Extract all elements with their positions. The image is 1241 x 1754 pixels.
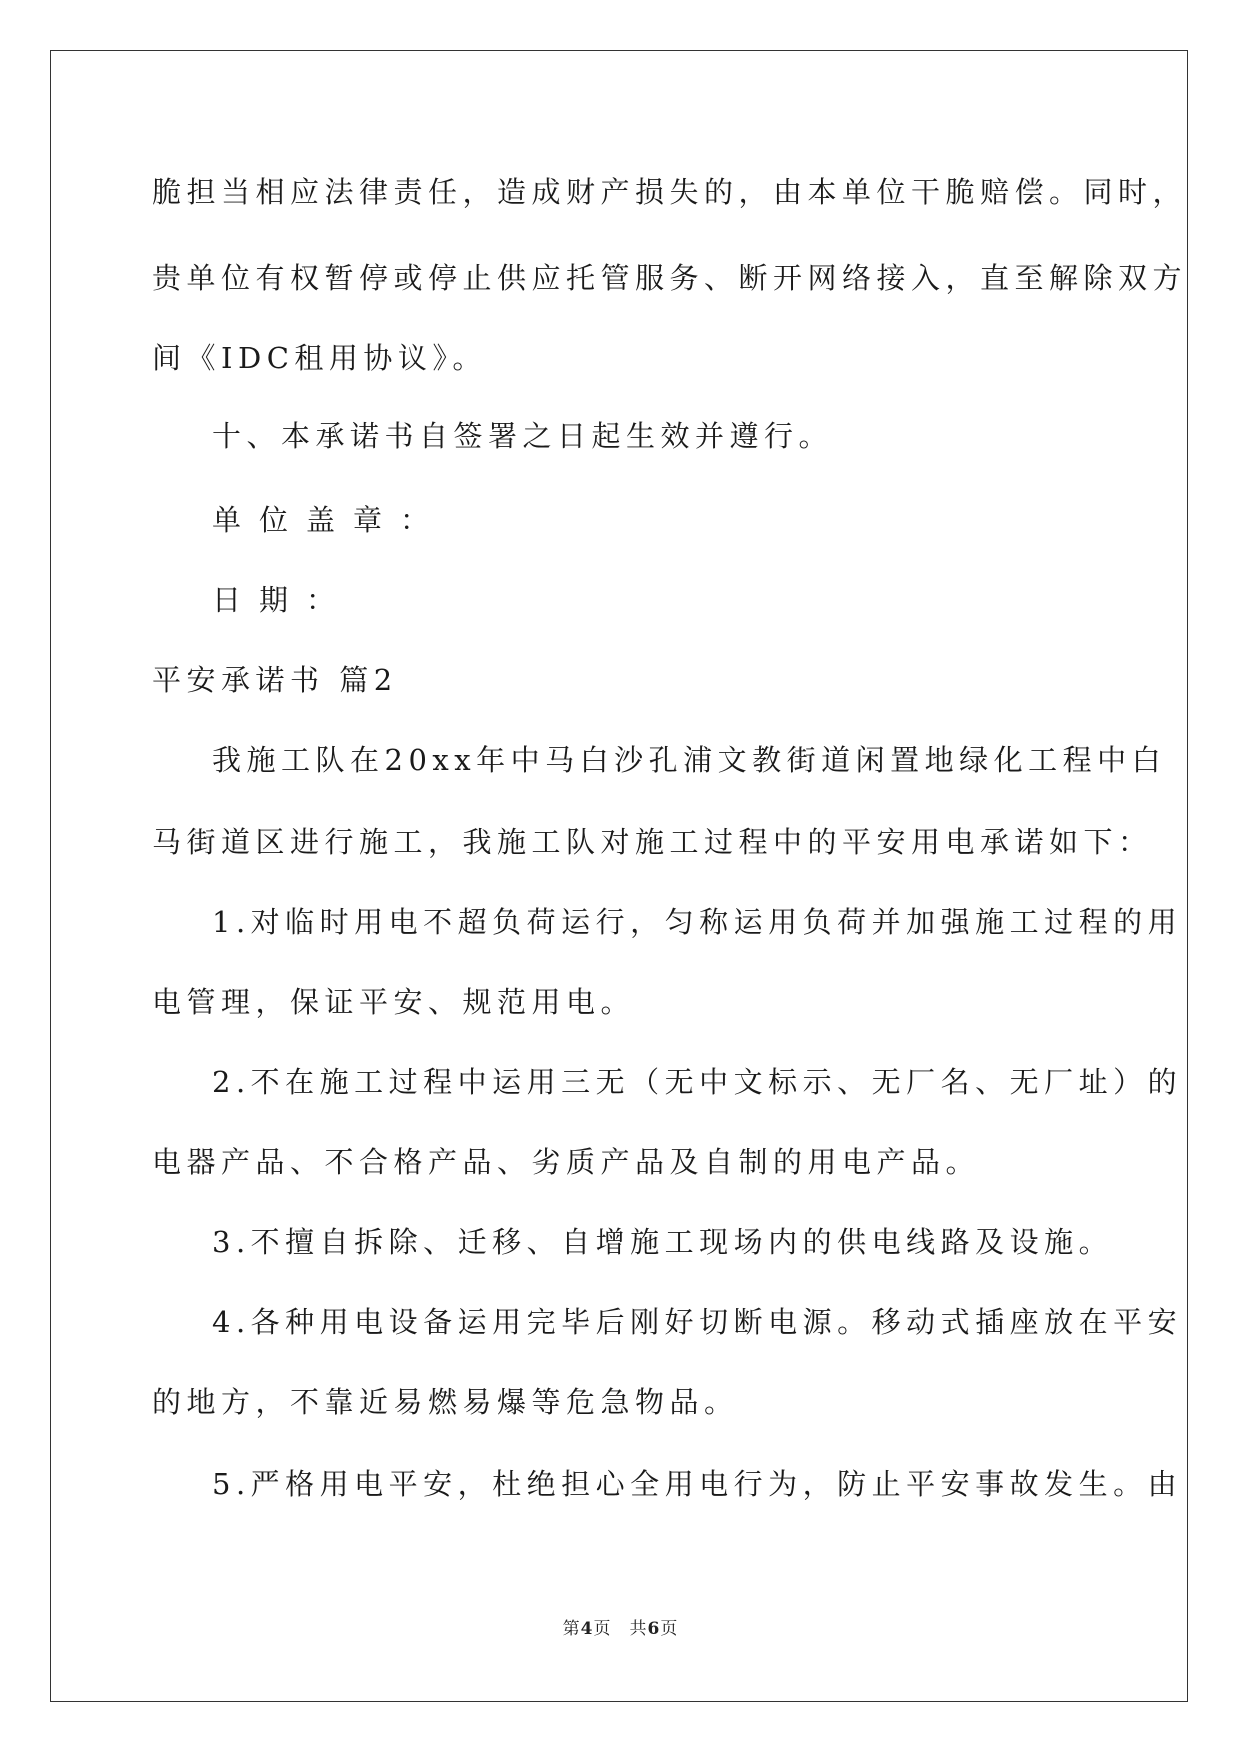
body-text-line: 马街道区进行施工，我施工队对施工过程中的平安用电承诺如下：: [152, 825, 1153, 859]
date-label: 日期：: [212, 583, 354, 617]
item-3: 3.不擅自拆除、迁移、自增施工现场内的供电线路及设施。: [212, 1225, 1114, 1259]
section-heading: 平安承诺书 篇2: [152, 663, 398, 697]
body-text-line: 间《IDC租用协议》。: [152, 341, 487, 375]
page-footer: [0, 1614, 1241, 1639]
body-text-line: 的地方，不靠近易燃易爆等危急物品。: [152, 1385, 739, 1419]
clause-10: 十、本承诺书自签署之日起生效并遵行。: [212, 419, 834, 453]
item-1: 1.对临时用电不超负荷运行，匀称运用负荷并加强施工过程的用: [212, 905, 1183, 939]
total-page-number: 6: [647, 1619, 661, 1639]
item-2: 2.不在施工过程中运用三无（无中文标示、无厂名、无厂址）的: [212, 1065, 1183, 1099]
body-text-line: 电器产品、不合格产品、劣质产品及自制的用电产品。: [152, 1145, 981, 1179]
footer-prefix: 第: [562, 1619, 581, 1639]
body-text-line: 电管理，保证平安、规范用电。: [152, 985, 636, 1019]
body-text-line: 脆担当相应法律责任，造成财产损失的，由本单位干脆赔偿。同时，: [152, 175, 1188, 209]
current-page-number: 4: [580, 1619, 594, 1639]
body-text-line: 我施工队在20xx年中马白沙孔浦文教街道闲置地绿化工程中白: [212, 743, 1167, 777]
item-4: 4.各种用电设备运用完毕后刚好切断电源。移动式插座放在平安: [212, 1305, 1183, 1339]
seal-label: 单位盖章：: [212, 503, 448, 537]
item-5: 5.严格用电平安，杜绝担心全用电行为，防止平安事故发生。由: [212, 1467, 1183, 1501]
body-text-line: 贵单位有权暂停或停止供应托管服务、断开网络接入，直至解除双方: [152, 261, 1188, 295]
footer-suffix: 页: [660, 1619, 679, 1639]
footer-mid: 页 共: [593, 1619, 648, 1639]
